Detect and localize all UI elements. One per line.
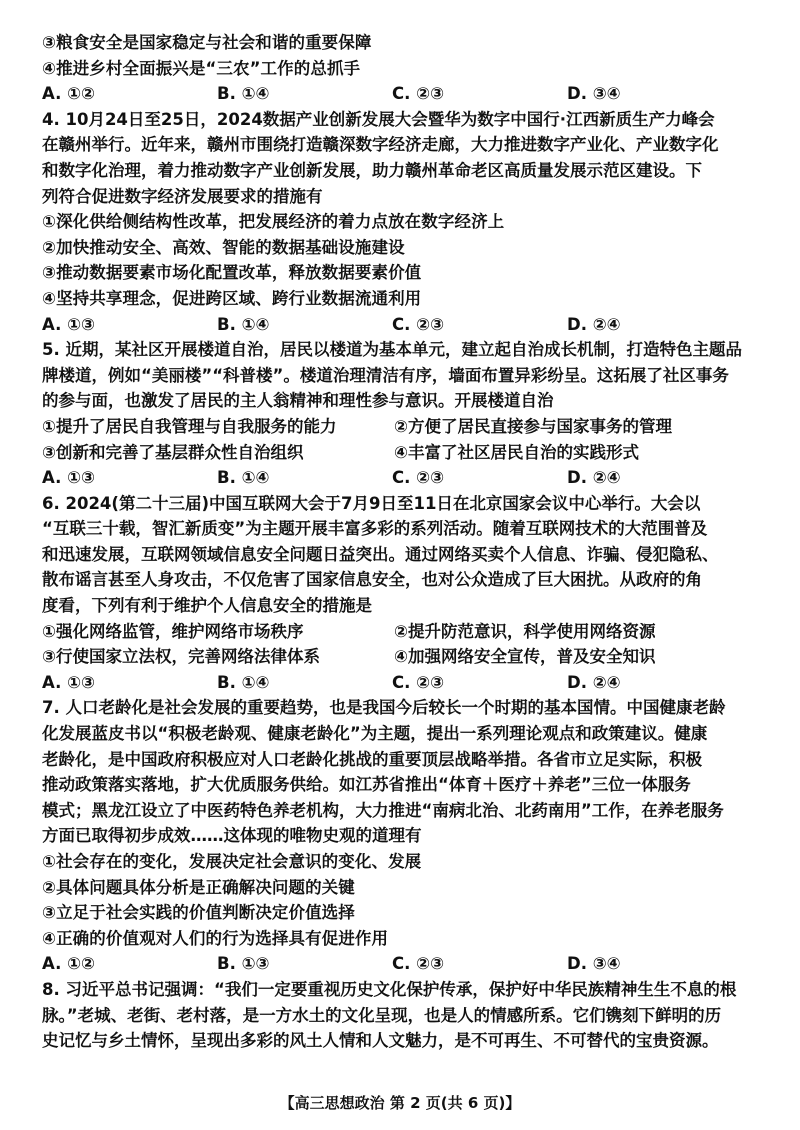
option-b: B. ①③ (217, 954, 270, 974)
stem-line: 化发展蓝皮书以“积极老龄观、健康老龄化”为主题，提出一系列理论观点和政策建议。健康 (42, 724, 708, 744)
option-a: A. ①③ (42, 468, 96, 488)
question-4-item-2: ②加快推动安全、高效、智能的数据基础设施建设 (42, 237, 405, 257)
option-d: D. ③④ (567, 954, 621, 974)
option-b: B. ①④ (217, 468, 270, 488)
question-6-item-2: ②提升防范意识，科学使用网络资源 (394, 621, 656, 641)
question-8-stem (42, 977, 762, 1054)
question-4-item-1: ①深化供给侧结构性改革，把发展经济的着力点放在数字经济上 (42, 212, 505, 232)
option-d: D. ②④ (567, 468, 621, 488)
option-a: A. ①③ (42, 314, 96, 334)
stem-line: 模式；黑龙江设立了中医药特色养老机构，大力推进“南病北治、北药南用”工作，在养老服务 (42, 800, 724, 820)
question-5-item-2: ②方便了居民直接参与国家事务的管理 (394, 416, 672, 436)
question-5-items-row-1 (42, 414, 762, 440)
stem-line: 5. 近期，某社区开展楼道自治，居民以楼道为基本单元，建立起自治成长机制，打造特色主题品 (42, 340, 742, 360)
question-4-options (42, 312, 762, 338)
option-c: C. ②③ (392, 954, 445, 974)
page-footer: 【高三思想政治 第 2 页(共 6 页)】 (279, 1094, 521, 1112)
question-6-item-1: ①强化网络监管，维护网络市场秩序 (42, 621, 304, 641)
question-6-item-3: ③行使国家立法权，完善网络法律体系 (42, 647, 320, 667)
option-a: A. ①② (42, 84, 96, 104)
option-b: B. ①④ (217, 84, 270, 104)
stem-line: 散布谣言甚至人身攻击，不仅危害了国家信息安全，也对公众造成了巨大困扰。从政府的角 (42, 570, 702, 590)
stem-line: 在赣州举行。近年来，赣州市围绕打造赣深数字经济走廊，大力推进数字产业化、产业数字化 (42, 135, 719, 155)
question-5-item-3: ③创新和完善了基层群众性自治组织 (42, 442, 304, 462)
option-d: D. ②④ (567, 672, 621, 692)
stem-line: 和数字化治理，着力推动数字产业创新发展，助力赣州革命老区高质量发展示范区建设。下 (42, 160, 702, 180)
question-5-item-1: ①提升了居民自我管理与自我服务的能力 (42, 416, 337, 436)
stem-line: 6. 2024(第二十三届)中国互联网大会于7月9日至11日在北京国家会议中心举行。大会以 (42, 493, 701, 513)
stem-line: 方面已取得初步成效……这体现的唯物史观的道理有 (42, 826, 422, 846)
question-7-item-1: ①社会存在的变化，发展决定社会意识的变化、发展 (42, 852, 422, 871)
option-c: C. ②③ (392, 314, 445, 334)
stem-line: 4. 10月24日至25日，2024数据产业创新发展大会暨华为数字中国行·江西新质生产力峰会 (42, 109, 715, 129)
question-6-stem (42, 491, 762, 619)
question-6-items-row-1 (42, 619, 762, 645)
question-4-item-3: ③推动数据要素市场化配置改革，释放数据要素价值 (42, 263, 422, 283)
option-c: C. ②③ (392, 468, 445, 488)
question-8 (42, 977, 762, 1054)
option-c: C. ②③ (392, 672, 445, 692)
stem-line: 7. 人口老龄化是社会发展的重要趋势，也是我国今后较长一个时期的基本国情。中国健康老龄 (42, 698, 726, 718)
question-7-item-3: ③立足于社会实践的价值判断决定价值选择 (42, 903, 355, 923)
question-7-options (42, 951, 762, 977)
question-6-item-4: ④加强网络安全宣传，普及安全知识 (394, 647, 656, 667)
option-a: A. ①② (42, 954, 96, 974)
stem-line: 脉。”老城、老街、老村落，是一方水土的文化呈现，也是人的情感所系。它们镌刻下鲜明的历 (42, 1005, 722, 1025)
question-5-stem (42, 337, 762, 414)
question-5-items-row-2 (42, 440, 762, 466)
question-7 (42, 695, 762, 977)
question-6-items-row-2 (42, 644, 762, 670)
question-7-stem (42, 695, 762, 849)
carryover-item-4: ④推进乡村全面振兴是“三农”工作的总抓手 (42, 58, 361, 78)
stem-line: 老龄化，是中国政府积极应对人口老龄化挑战的重要顶层战略举措。各省市立足实际，积极 (42, 749, 702, 769)
stem-line: 史记忆与乡土情怀，呈现出多彩的风土人情和人文魅力，是不可再生、不可替代的宝贵资源。 (42, 1031, 719, 1051)
option-a: A. ①③ (42, 672, 96, 692)
question-4-stem (42, 107, 762, 209)
carryover-options (42, 81, 762, 107)
option-d: D. ②④ (567, 314, 621, 334)
stem-line: 牌楼道，例如“美丽楼”“科普楼”。楼道治理清洁有序，墙面布置异彩纷呈。这拓展了社区事务 (42, 365, 729, 385)
option-b: B. ①④ (217, 672, 270, 692)
stem-line: 推动政策落实落地，扩大优质服务供给。如江苏省推出“体育＋医疗＋养老”三位一体服务 (42, 775, 691, 795)
question-4 (42, 107, 762, 337)
stem-line: 8. 习近平总书记强调：“我们一定要重视历史文化保护传承，保护好中华民族精神生生不息的根 (42, 979, 737, 999)
stem-line: “互联三十载，智汇新质变”为主题开展丰富多彩的系列活动。随着互联网技术的大范围普及 (42, 519, 708, 539)
option-d: D. ③④ (567, 84, 621, 104)
question-7-item-2: ②具体问题具体分析是正确解决问题的关键 (42, 877, 355, 897)
question-5 (42, 337, 762, 491)
stem-line: 列符合促进数字经济发展要求的措施有 (42, 186, 323, 206)
carryover-item-3: ③粮食安全是国家稳定与社会和谐的重要保障 (42, 33, 372, 52)
carryover-section (42, 30, 762, 107)
question-6-options (42, 670, 762, 696)
stem-line: 的参与面，也激发了居民的主人翁精神和理性参与意识。开展楼道自治 (42, 391, 554, 411)
stem-line: 度看，下列有利于维护个人信息安全的措施是 (42, 596, 372, 616)
option-c: C. ②③ (392, 84, 445, 104)
question-7-item-4: ④正确的价值观对人们的行为选择具有促进作用 (42, 928, 389, 948)
option-b: B. ①④ (217, 314, 270, 334)
question-6 (42, 491, 762, 696)
question-4-item-4: ④坚持共享理念，促进跨区域、跨行业数据流通利用 (42, 288, 422, 308)
question-5-options (42, 465, 762, 491)
stem-line: 和迅速发展，互联网领域信息安全问题日益突出。通过网络买卖个人信息、诈骗、侵犯隐私、 (42, 544, 719, 564)
question-5-item-4: ④丰富了社区居民自治的实践形式 (394, 442, 639, 462)
